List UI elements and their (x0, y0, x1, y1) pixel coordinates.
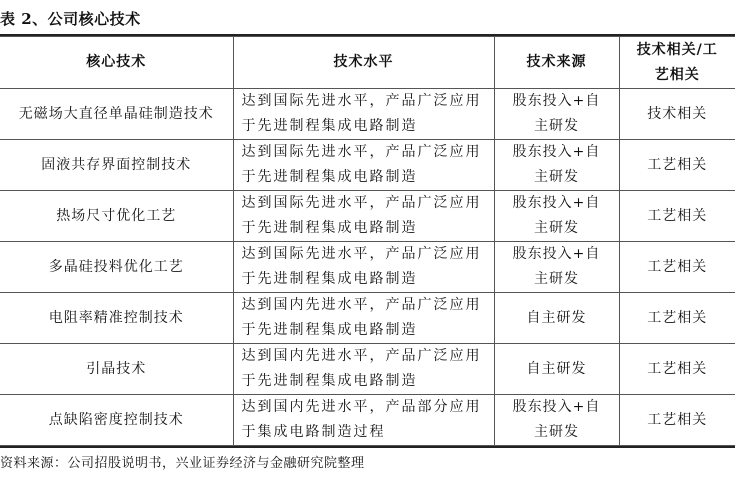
cell-tech-type: 技术相关 (619, 89, 735, 140)
cell-tech-source: 股东投入+自主研发 (494, 395, 619, 446)
cell-tech-type: 工艺相关 (619, 293, 735, 344)
source-note: 资料来源：公司招股说明书，兴业证券经济与金融研究院整理 (0, 456, 365, 471)
cell-tech-source: 股东投入+自主研发 (494, 191, 619, 242)
cell-tech-source: 自主研发 (494, 293, 619, 344)
cell-tech-level: 达到国内先进水平，产品广泛应用于先进制程集成电路制造 (233, 293, 494, 344)
cell-tech-level: 达到国际先进水平，产品广泛应用于先进制程集成电路制造 (233, 89, 494, 140)
header-tech-type: 技术相关/工艺相关 (619, 37, 735, 89)
table-row (0, 242, 735, 293)
table-row (0, 344, 735, 395)
cell-tech-type: 工艺相关 (619, 242, 735, 293)
cell-tech-source: 股东投入+自主研发 (494, 242, 619, 293)
cell-tech-type: 工艺相关 (619, 344, 735, 395)
cell-tech-source: 股东投入+自主研发 (494, 89, 619, 140)
table-row (0, 395, 735, 446)
cell-core-tech: 引晶技术 (0, 344, 233, 395)
table-row (0, 293, 735, 344)
cell-core-tech: 热场尺寸优化工艺 (0, 191, 233, 242)
cell-core-tech: 无磁场大直径单晶硅制造技术 (0, 89, 233, 140)
cell-core-tech: 电阻率精准控制技术 (0, 293, 233, 344)
header-core-tech: 核心技术 (0, 37, 233, 89)
cell-tech-type: 工艺相关 (619, 395, 735, 446)
core-technology-table (0, 36, 735, 446)
cell-tech-source: 股东投入+自主研发 (494, 140, 619, 191)
cell-core-tech: 点缺陷密度控制技术 (0, 395, 233, 446)
cell-tech-type: 工艺相关 (619, 191, 735, 242)
header-tech-source: 技术来源 (494, 37, 619, 89)
table-caption: 表 2、公司核心技术 (0, 10, 141, 28)
header-tech-level: 技术水平 (233, 37, 494, 89)
cell-core-tech: 多晶硅投料优化工艺 (0, 242, 233, 293)
cell-tech-type: 工艺相关 (619, 140, 735, 191)
cell-core-tech: 固液共存界面控制技术 (0, 140, 233, 191)
table-header-row (0, 37, 735, 89)
table-row (0, 191, 735, 242)
table-row (0, 140, 735, 191)
table-bottom-rule (0, 446, 735, 448)
cell-tech-level: 达到国际先进水平，产品广泛应用于先进制程集成电路制造 (233, 242, 494, 293)
cell-tech-level: 达到国际先进水平，产品广泛应用于先进制程集成电路制造 (233, 191, 494, 242)
cell-tech-level: 达到国内先进水平，产品部分应用于集成电路制造过程 (233, 395, 494, 446)
cell-tech-level: 达到国内先进水平，产品广泛应用于先进制程集成电路制造 (233, 344, 494, 395)
cell-tech-level: 达到国际先进水平，产品广泛应用于先进制程集成电路制造 (233, 140, 494, 191)
cell-tech-source: 自主研发 (494, 344, 619, 395)
table-row (0, 89, 735, 140)
